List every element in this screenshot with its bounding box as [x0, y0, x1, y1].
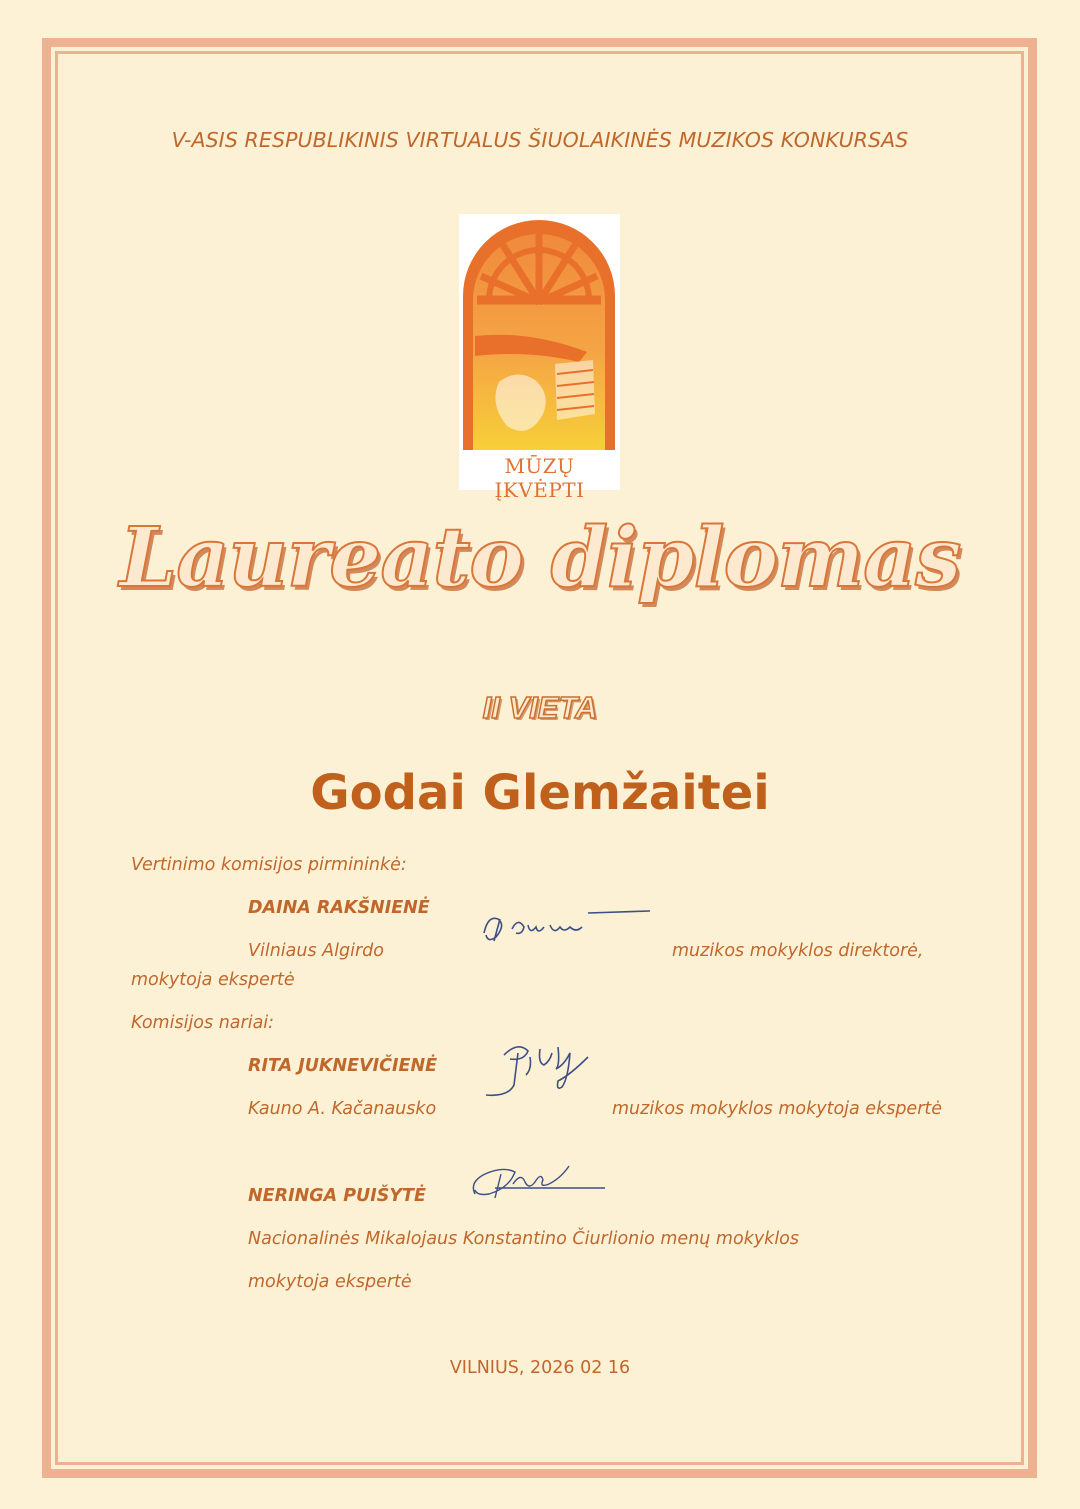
logo-caption: MŪZŲ ĮKVĖPTI: [494, 454, 585, 502]
chair-role-part1: Vilniaus Algirdo: [248, 941, 384, 961]
logo: [459, 214, 620, 502]
member-2-signature: [465, 1158, 615, 1208]
member-2-name: NERINGA PUIŠYTĖ: [248, 1186, 426, 1206]
place-label: II VIETA: [482, 690, 598, 725]
member-1-name: RITA JUKNEVIČIENĖ: [248, 1056, 438, 1076]
chair-label: Vertinimo komisijos pirmininkė:: [131, 855, 407, 875]
member-1-role-part1: Kauno A. Kačanausko: [248, 1099, 437, 1119]
diploma-title: Laureato diplomas: [119, 510, 961, 606]
competition-title: V-ASIS RESPUBLIKINIS VIRTUALUS ŠIUOLAIKINĖS MUZIKOS KONKURSAS: [171, 128, 909, 152]
chair-name: DAINA RAKŠNIENĖ: [248, 898, 430, 918]
members-label: Komisijos nariai:: [131, 1013, 275, 1033]
member-1-signature: [478, 1035, 598, 1105]
member-1-role-part2: muzikos mokyklos mokytoja ekspertė: [612, 1099, 943, 1119]
member-2-role-part2: mokytoja ekspertė: [248, 1272, 412, 1292]
chair-role-part3: mokytoja ekspertė: [131, 970, 295, 990]
chair-signature: [478, 905, 658, 950]
logo-arch-icon: [459, 214, 620, 454]
member-2-role-part1: Nacionalinės Mikalojaus Konstantino Čiurlionio menų mokyklos: [248, 1229, 800, 1249]
place-and-date: VILNIUS, 2026 02 16: [449, 1358, 631, 1378]
recipient-name: Godai Glemžaitei: [310, 765, 770, 821]
chair-role-part2: muzikos mokyklos direktorė,: [672, 941, 924, 961]
